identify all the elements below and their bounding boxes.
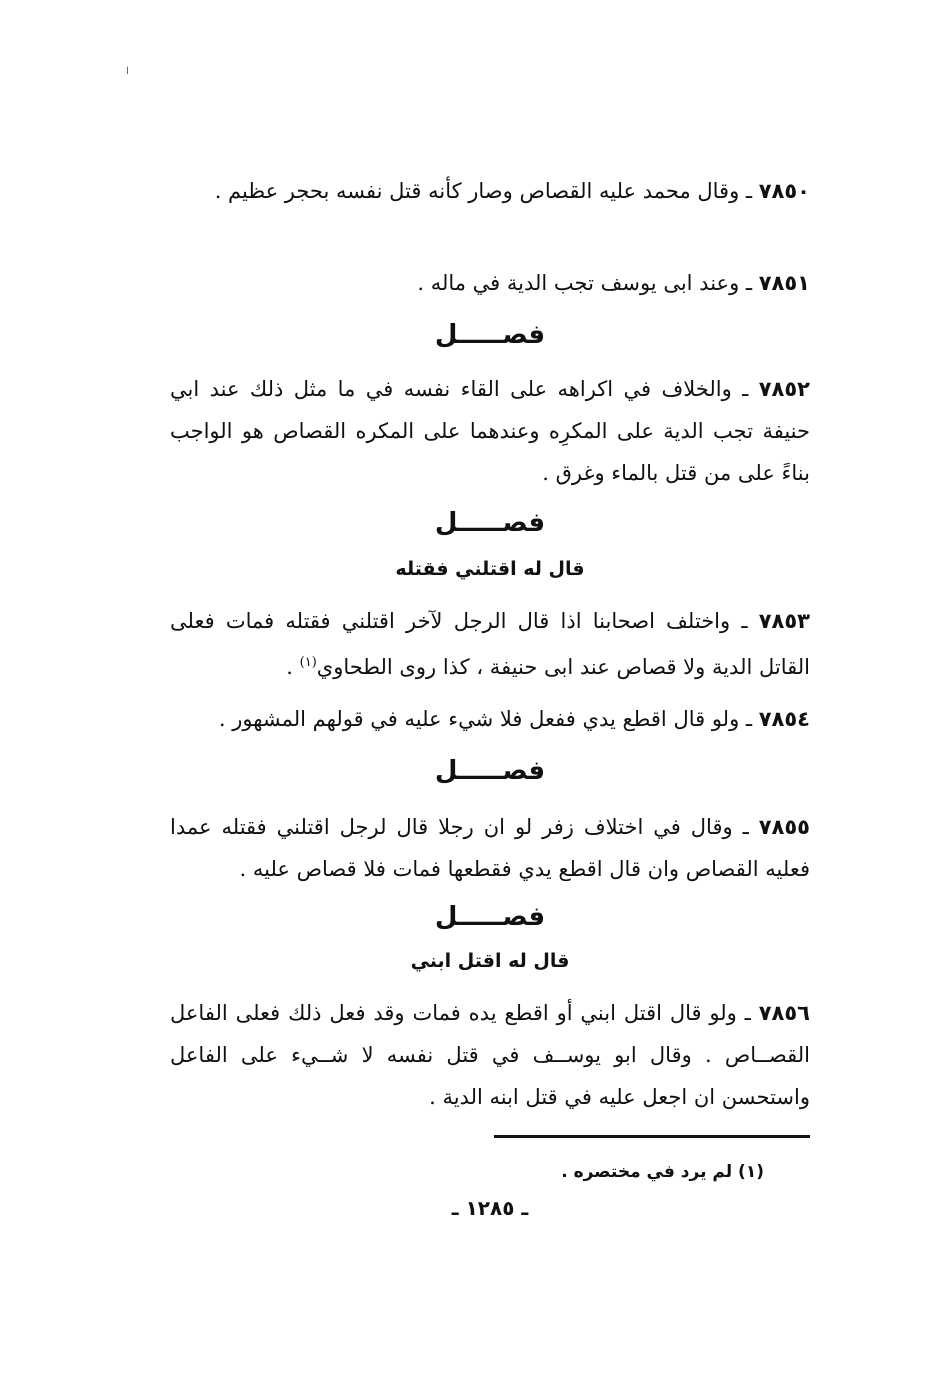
footnote: (١) لم يرد في مختصره . [561,1162,764,1182]
paragraph-7852 [170,368,810,494]
footnote-reference: (١) [299,655,317,670]
paragraph-7853 [170,600,810,688]
page-number: ـ ١٢٨٥ ـ [451,1196,529,1220]
paragraph-text: ـ وعند ابى يوسف تجب الدية في ماله . [417,271,759,295]
section-heading: فصـــــل [434,902,546,932]
paragraph-7855 [170,806,810,890]
paragraph-number: ٧٨٥٢ [758,377,810,401]
paragraph-7850 [170,170,810,212]
section-heading: فصـــــل [434,320,546,350]
margin-mark: ا [126,66,129,77]
paragraph-7854 [170,698,810,740]
paragraph-number: ٧٨٥٥ [758,815,810,839]
paragraph-text: ـ ولو قال اقطع يدي ففعل فلا شيء عليه في قولهم المشهور . [218,707,759,731]
paragraph-number: ٧٨٥٤ [758,707,810,731]
paragraph-text: ـ ولو قال اقتل ابني أو اقطع يده فمات وقد فعل ذلك فعلى الفاعل القصــاص . وقال ابو يوســف في قتل نفسه لا شــيء على الفاعل واستحسن ان اجعل عليه في قتل ابنه الدية . [170,1001,810,1109]
paragraph-tail: . [286,655,300,679]
paragraph-text: ـ والخلاف في اكراهه على القاء نفسه في ما مثل ذلك عند ابي حنيفة تجب الدية على المكرِه وعندهما على المكره القصاص هو الواجب بناءً على من قتل بالماء وغرق . [170,377,810,485]
section-heading: فصـــــل [434,508,546,538]
section-heading: فصـــــل [434,756,546,786]
paragraph-text: ـ واختلف اصحابنا اذا قال الرجل لآخر اقتلني فقتله فمات فعلى القاتل الدية ولا قصاص عند ابى حنيفة ، كذا روى الطحاوي [170,609,810,679]
footnote-divider [494,1135,810,1138]
paragraph-7856 [170,992,810,1118]
paragraph-number: ٧٨٥٠ [758,179,810,203]
paragraph-7851 [170,262,810,304]
paragraph-text: ـ وقال محمد عليه القصاص وصار كأنه قتل نفسه بحجر عظيم . [214,179,759,203]
paragraph-number: ٧٨٥٣ [758,609,810,633]
paragraph-number: ٧٨٥٦ [758,1001,810,1025]
section-subheading: قال له اقتل ابني [410,950,570,972]
paragraph-text: ـ وقال في اختلاف زفر لو ان رجلا قال لرجل اقتلني فقتله عمدا فعليه القصاص وان قال اقطع يدي فقطعها فمات فلا قصاص عليه . [170,815,810,881]
section-subheading: قال له اقتلني فقتله [395,558,585,580]
paragraph-number: ٧٨٥١ [758,271,810,295]
